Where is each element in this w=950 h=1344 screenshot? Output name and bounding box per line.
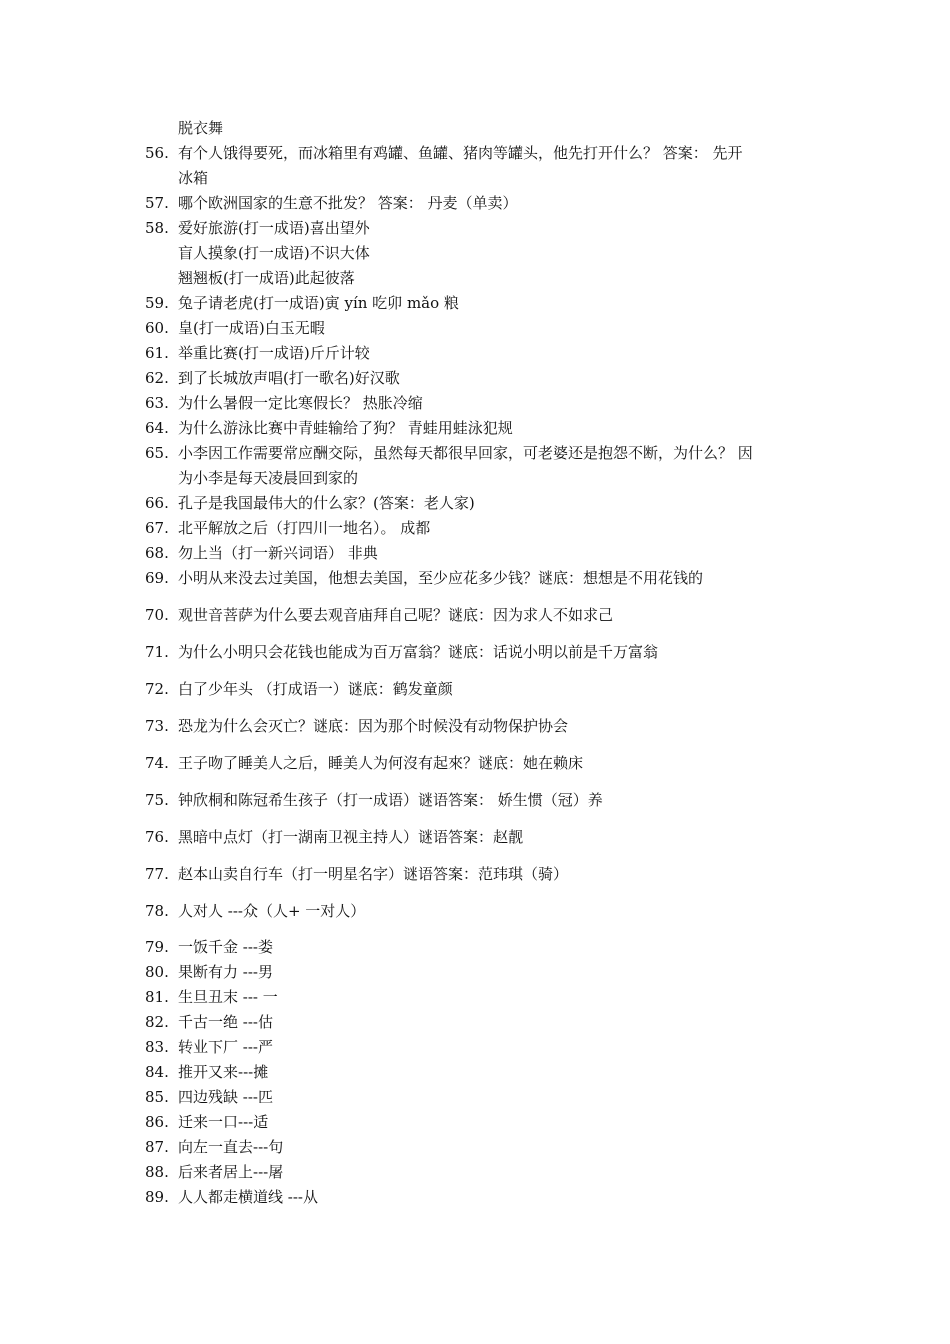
item-text: 皇(打一成语)白玉无暇 xyxy=(178,319,325,337)
item-text: 钟欣桐和陈冠希生孩子（打一成语）谜语答案： 娇生惯（冠）养 xyxy=(178,791,603,809)
item-number: 56. xyxy=(145,144,169,162)
item-number: 74. xyxy=(145,754,169,772)
item-number: 85. xyxy=(145,1088,169,1106)
item-text: 脱衣舞 xyxy=(178,119,224,137)
item-number: 63. xyxy=(145,394,169,412)
item-text: 向左一直去---句 xyxy=(178,1138,284,1156)
item-text: 赵本山卖自行车（打一明星名字）谜语答案：范玮琪（骑） xyxy=(178,865,569,883)
item-text: 转业下厂 ---严 xyxy=(178,1038,273,1056)
item-number: 80. xyxy=(145,963,169,981)
item-text: 果断有力 ---男 xyxy=(178,963,273,981)
item-text: 黑暗中点灯（打一湖南卫视主持人）谜语答案：赵靓 xyxy=(178,828,524,846)
item-number: 78. xyxy=(145,902,169,920)
item-number: 59. xyxy=(145,294,169,312)
item-text: 推开又来---摊 xyxy=(178,1063,269,1081)
item-number: 58. xyxy=(145,219,169,237)
item-number: 88. xyxy=(145,1163,169,1181)
item-number: 70. xyxy=(145,606,169,624)
item-text: 北平解放之后（打四川一地名）。 成都 xyxy=(178,519,431,537)
item-text: 恐龙为什么会灭亡？谜底：因为那个时候没有动物保护协会 xyxy=(178,717,569,735)
item-number: 62. xyxy=(145,369,169,387)
item-number: 71. xyxy=(145,643,169,661)
item-text: 小李因工作需要常应酬交际，虽然每天都很早回家，可老婆还是抱怨不断，为什么？ 因 xyxy=(178,444,753,462)
item-text: 生旦丑末 --- 一 xyxy=(178,988,278,1006)
item-number: 61. xyxy=(145,344,169,362)
item-text: 翘翘板(打一成语)此起彼落 xyxy=(178,269,355,287)
item-text: 一饭千金 ---娄 xyxy=(178,938,273,956)
item-text: 孔子是我国最伟大的什么家？(答案：老人家) xyxy=(178,494,475,512)
item-text: 为小李是每天凌晨回到家的 xyxy=(178,469,359,487)
item-number: 57. xyxy=(145,194,169,212)
item-number: 67. xyxy=(145,519,169,537)
item-text: 千古一绝 ---估 xyxy=(178,1013,273,1031)
item-number: 73. xyxy=(145,717,169,735)
item-number: 75. xyxy=(145,791,169,809)
item-text: 为什么暑假一定比寒假长？ 热胀冷缩 xyxy=(178,394,423,412)
item-number: 60. xyxy=(145,319,169,337)
item-number: 77. xyxy=(145,865,169,883)
item-text: 盲人摸象(打一成语)不识大体 xyxy=(178,244,370,262)
item-text: 冰箱 xyxy=(178,169,209,187)
item-text: 哪个欧洲国家的生意不批发？ 答案： 丹麦（单卖） xyxy=(178,194,518,212)
item-number: 64. xyxy=(145,419,169,437)
item-text: 爱好旅游(打一成语)喜出望外 xyxy=(178,219,370,237)
item-number: 79. xyxy=(145,938,169,956)
item-text: 四边残缺 ---匹 xyxy=(178,1088,273,1106)
item-number: 69. xyxy=(145,569,169,587)
item-text: 小明从来没去过美国，他想去美国，至少应花多少钱？谜底：想想是不用花钱的 xyxy=(178,569,704,587)
item-number: 72. xyxy=(145,680,169,698)
item-text: 人人都走横道线 ---从 xyxy=(178,1188,318,1206)
item-number: 82. xyxy=(145,1013,169,1031)
item-number: 87. xyxy=(145,1138,169,1156)
item-text: 观世音菩萨为什么要去观音庙拜自己呢？谜底：因为求人不如求己 xyxy=(178,606,614,624)
item-text: 王子吻了睡美人之后，睡美人为何沒有起來？谜底：她在赖床 xyxy=(178,754,584,772)
item-number: 89. xyxy=(145,1188,169,1206)
item-text: 为什么游泳比赛中青蛙输给了狗？ 青蛙用蛙泳犯规 xyxy=(178,419,513,437)
item-text: 到了长城放声唱(打一歌名)好汉歌 xyxy=(178,369,400,387)
item-text: 人对人 ---众（人+ 一对人） xyxy=(178,902,366,920)
item-number: 65. xyxy=(145,444,169,462)
item-number: 66. xyxy=(145,494,169,512)
item-text: 白了少年头 （打成语一）谜底：鹤发童颜 xyxy=(178,680,453,698)
item-text: 迁来一口---适 xyxy=(178,1113,269,1131)
item-text: 兔子请老虎(打一成语)寅 yín 吃卯 mǎo 粮 xyxy=(178,294,459,312)
item-number: 76. xyxy=(145,828,169,846)
item-number: 68. xyxy=(145,544,169,562)
item-number: 83. xyxy=(145,1038,169,1056)
item-text: 举重比赛(打一成语)斤斤计较 xyxy=(178,344,370,362)
item-text: 有个人饿得要死，而冰箱里有鸡罐、鱼罐、猪肉等罐头，他先打开什么？ 答案： 先开 xyxy=(178,144,743,162)
item-text: 后来者居上---屠 xyxy=(178,1163,284,1181)
item-number: 81. xyxy=(145,988,169,1006)
item-number: 86. xyxy=(145,1113,169,1131)
item-text: 勿上当（打一新兴词语） 非典 xyxy=(178,544,378,562)
item-number: 84. xyxy=(145,1063,169,1081)
item-text: 为什么小明只会花钱也能成为百万富翁？谜底：话说小明以前是千万富翁 xyxy=(178,643,659,661)
